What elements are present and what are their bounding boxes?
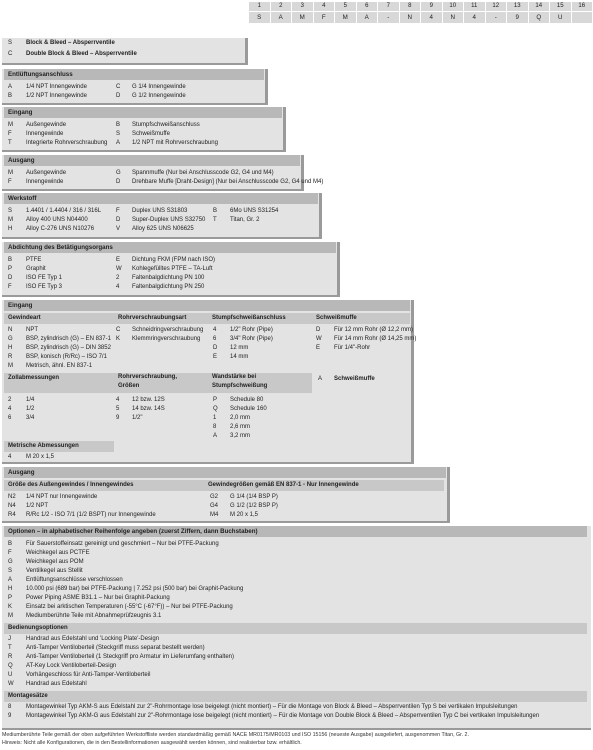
option-code: C (116, 327, 121, 333)
option-code: 1 (213, 415, 217, 421)
option-code: H (8, 226, 13, 232)
option-code: A (8, 84, 13, 90)
option-label: Außengewinde (26, 170, 67, 176)
option-code: P (213, 397, 218, 403)
option-code: W (316, 336, 322, 342)
option-code: D (8, 275, 13, 281)
option-code: S (8, 208, 13, 214)
option-code: R (8, 354, 13, 360)
option-label: 2,6 mm (230, 424, 251, 430)
option-label: Mediumberührte Teile mit Abnahmeprüfzeugnis 3.1 (26, 613, 162, 619)
section-divider (265, 69, 268, 105)
option-label: Graphit (26, 266, 46, 272)
option-code: W (8, 681, 14, 687)
option-label: Für 12 mm Rohr (Ø 12,2 mm) (334, 327, 414, 333)
option-code: 9 (8, 713, 12, 719)
option-label: Montagewinkel Typ AKM-S aus Edelstahl zur 2"-Rohrmontage lose beigelegt (nicht montiert) – Für die Montage von Block & Bleed – Absperrventilen Typ S bei vertikalen Impulsleitungen (26, 704, 518, 710)
option-code: D (316, 327, 321, 333)
option-label: G 1/2 Innengewinde (132, 93, 186, 99)
option-label: Schneidringverschraubung (132, 327, 204, 333)
option-label: Für 1/4"-Rohr (334, 345, 371, 351)
order-code-position (399, 2, 421, 24)
option-label: 12 mm (230, 345, 249, 351)
option-label: 6Mo UNS S31254 (230, 208, 279, 214)
option-label: Super-Duplex UNS S32750 (132, 217, 206, 223)
option-code: 4 (116, 397, 120, 403)
order-code-position (549, 2, 571, 24)
section-valve-type (2, 38, 248, 65)
position-number: 10 (443, 2, 464, 11)
option-code: C (116, 84, 121, 90)
section-divider (447, 467, 450, 523)
option-label: 1/4 NPT nur Innengewinde (26, 494, 98, 500)
option-code: N2 (8, 494, 16, 500)
option-label: Weichkegel aus POM (26, 559, 84, 565)
option-label: Block & Bleed – Absperrventile (26, 40, 115, 46)
option-label: Handrad aus Edelstahl (26, 681, 87, 687)
option-label: Vorhängeschloss für Anti-Tamper-Ventiloberteil (26, 672, 151, 678)
order-code-position (463, 2, 485, 24)
option-label: BSP, konisch (R/Rc) – ISO 7/1 (26, 354, 107, 360)
option-code: 9 (116, 415, 120, 421)
subheader-en837-sizes: Gewindegrößen gemäß EN 837-1 - Nur Innengewinde (204, 480, 444, 491)
position-number: 7 (378, 2, 399, 11)
subheader-thread-type: Gewindeart (4, 313, 114, 324)
option-code: M (8, 170, 13, 176)
option-label: Schweißmuffe (132, 131, 170, 137)
subheader-line: Stumpfschweißung (212, 383, 268, 389)
option-label: M 20 x 1,5 (26, 454, 55, 460)
option-code: A (8, 577, 13, 583)
position-code (572, 12, 593, 23)
position-code: N (443, 12, 464, 23)
option-label: Weichkegel aus PCTFE (26, 550, 90, 556)
option-code: M4 (210, 512, 219, 518)
option-code: 4 (116, 284, 120, 290)
section-sealing (2, 242, 340, 297)
option-code: B (8, 93, 13, 99)
option-label: 1/4 NPT Innengewinde (26, 84, 87, 90)
option-label: AT-Key Lock Ventiloberteil-Design (26, 663, 117, 669)
option-code: N (8, 327, 13, 333)
order-code-grid (248, 2, 592, 24)
section-divider (2, 462, 414, 464)
option-code: K (8, 604, 13, 610)
order-code-position (270, 2, 292, 24)
option-label: Klemmringverschraubung (132, 336, 201, 342)
option-code: G (116, 170, 121, 176)
option-label: Innengewinde (26, 179, 64, 185)
option-label: 10.000 psi (689 bar) bei PTFE-Packung | 7.252 psi (500 bar) bei Graphit-Packung (26, 586, 244, 592)
section-title: Abdichtung des Betätigungsorgans (4, 242, 336, 253)
option-code: 6 (213, 336, 217, 342)
option-label: Schedule 80 (230, 397, 264, 403)
option-code: S (116, 131, 121, 137)
subheader-socket-weld: Schweißmuffe (312, 313, 410, 324)
position-number: 9 (421, 2, 442, 11)
option-label: Dichtung FKM (FPM nach ISO) (132, 257, 216, 263)
option-code: F (8, 179, 12, 185)
option-label: Double Block & Bleed – Absperrventile (26, 51, 137, 57)
subheader-line: Wandstärke bei (212, 374, 257, 380)
position-code: F (314, 12, 335, 23)
option-code: S (8, 568, 13, 574)
option-code: V (116, 226, 121, 232)
option-code: M (8, 613, 13, 619)
option-label: Titan, Gr. 2 (230, 217, 260, 223)
subheader-metric: Metrische Abmessungen (4, 441, 114, 452)
section-divider (2, 189, 304, 191)
option-label: Stumpfschweißanschluss (132, 122, 200, 128)
position-number: 2 (271, 2, 292, 11)
position-code: 9 (507, 12, 528, 23)
subheader-tube-sizes (114, 373, 208, 393)
section-title: Eingang (4, 300, 410, 311)
option-code: Q (213, 406, 218, 412)
option-label: Außengewinde (26, 122, 67, 128)
order-code-position (571, 2, 593, 24)
section-divider (2, 728, 591, 730)
section-inlet (2, 107, 286, 152)
subheader-operating-options: Bedienungsoptionen (4, 623, 587, 634)
option-code: 5 (116, 406, 120, 412)
position-number: 14 (529, 2, 550, 11)
option-code: G (8, 336, 13, 342)
position-code: - (486, 12, 507, 23)
option-label: G 1/2 (1/2 BSP P) (230, 503, 278, 509)
option-code: 4 (213, 327, 217, 333)
order-code-position (377, 2, 399, 24)
section-material (2, 193, 322, 239)
position-number: 5 (335, 2, 356, 11)
option-code: M (8, 122, 13, 128)
footnote (2, 731, 592, 747)
section-inlet-connection (2, 300, 417, 464)
option-label: Einsatz bei arktischen Temperaturen (-55°C (-67°F)) – Nur bei PTFE-Packung (26, 604, 233, 610)
option-label: PTFE (26, 257, 42, 263)
option-label: 14 bzw. 14S (132, 406, 165, 412)
position-code: M (292, 12, 313, 23)
option-label: Drehbare Muffe [Draht-Design] (Nur bei Anschlusscode G2, G4 und M4) (132, 179, 324, 185)
order-code-position (485, 2, 507, 24)
section-vent (2, 69, 268, 105)
section-divider (245, 38, 248, 65)
option-code: E (316, 345, 321, 351)
position-number: 15 (550, 2, 571, 11)
option-label: Entlüftungsanschlüsse verschlossen (26, 577, 123, 583)
order-code-position (313, 2, 335, 24)
section-title: Eingang (4, 107, 282, 118)
option-label: 3,2 mm (230, 433, 251, 439)
subheader-inch-sizes: Zollabmessungen (4, 373, 114, 393)
order-code-position (248, 2, 270, 24)
option-code: A (213, 433, 218, 439)
option-code: A (116, 140, 121, 146)
option-label: R/Rc 1/2 - ISO 7/1 (1/2 BSPT) nur Innengewinde (26, 512, 156, 518)
option-code: 2 (8, 397, 12, 403)
option-label: Anti-Tamper Ventiloberteil (1 Steckgriff pro Armatur im Lieferumfang enthalten) (26, 654, 234, 660)
option-code: T (8, 140, 12, 146)
order-code-position (420, 2, 442, 24)
option-code: D (213, 345, 218, 351)
option-code: D (116, 217, 121, 223)
section-divider (411, 300, 414, 464)
section-outlet-connection (2, 467, 450, 523)
option-code: 2 (116, 275, 120, 281)
section-divider (2, 63, 248, 65)
option-code: T (8, 645, 12, 651)
option-label: Alloy 400 UNS N04400 (26, 217, 88, 223)
option-code: M (8, 363, 13, 369)
option-label: Anti-Tamper Ventiloberteil (Steckgriff muss separat bestellt werden) (26, 645, 205, 651)
option-label: 1/4 (26, 397, 35, 403)
option-row (4, 83, 264, 92)
order-code-position (506, 2, 528, 24)
option-label: Faltenbalgdichtung PN 250 (132, 284, 205, 290)
option-label: Handrad aus Edelstahl und 'Locking Plate'-Design (26, 636, 160, 642)
section-divider (2, 103, 268, 105)
section-divider (2, 237, 322, 239)
option-label: Für Sauerstoffeinsatz gereinigt und geschmiert – Nur bei PTFE-Packung (26, 541, 219, 547)
position-code: A (271, 12, 292, 23)
subheader-butt-weld: Stumpfschweißanschluss (208, 313, 312, 324)
option-label: Spannmuffe (Nur bei Anschlusscode G2, G4 und M4) (132, 170, 274, 176)
option-label: BSP, zylindrisch (G) – EN 837-1 (26, 336, 111, 342)
option-label: 1/2" Rohr (Pipe) (230, 327, 273, 333)
subheader-line: Größen (118, 383, 140, 389)
footnote-nace: Mediumberührte Teile gemäß der oben aufgeführten Werkstoffliste werden standardmäßig gemäß NACE MR0175/MR0103 und ISO 15156 (neueste Ausgabe) ausgeliefert, ausgenommen Titan, Gr. 2. (2, 732, 469, 738)
option-code: B (213, 208, 218, 214)
option-code: G2 (210, 494, 219, 500)
socket-weld-label: Schweißmuffe (334, 376, 375, 382)
option-label: Duplex UNS S31803 (132, 208, 188, 214)
section-options (2, 526, 591, 730)
option-label: 1/2 (26, 406, 35, 412)
position-number: 11 (464, 2, 485, 11)
option-code: C (8, 51, 13, 57)
option-label: Für 14 mm Rohr (Ø 14,25 mm) (334, 336, 417, 342)
section-divider (337, 242, 340, 297)
option-code: Q (8, 663, 13, 669)
section-outlet (2, 155, 324, 191)
position-number: 6 (357, 2, 378, 11)
section-divider (2, 295, 340, 297)
option-code: 6 (8, 415, 12, 421)
option-code: M (8, 217, 13, 223)
option-label: 12 bzw. 12S (132, 397, 165, 403)
option-code: B (8, 257, 13, 263)
option-code: H (8, 345, 13, 351)
position-number: 13 (507, 2, 528, 11)
option-label: NPT (26, 327, 38, 333)
option-code: 8 (8, 704, 12, 710)
order-code-position (528, 2, 550, 24)
order-code-position (442, 2, 464, 24)
option-label: Kohlegefülltes PTFE – TA-Luft (132, 266, 213, 272)
option-code: B (8, 541, 13, 547)
option-code: B (116, 122, 121, 128)
option-label: BSP, zylindrisch (G) – DIN 3852 (26, 345, 111, 351)
position-number: 4 (314, 2, 335, 11)
option-code: W (116, 266, 122, 272)
section-divider (283, 107, 286, 152)
option-label: Ventilkegel aus Stellit (26, 568, 83, 574)
option-label: G 1/4 Innengewinde (132, 84, 186, 90)
position-code: M (335, 12, 356, 23)
option-code: R4 (8, 512, 16, 518)
option-label: Montagewinkel Typ AKM-G aus Edelstahl zur 2"-Rohrmontage lose beigelegt (nicht montiert) – Für die Montage von Double Block & Bleed – Absperrventilen Typ C bei vertikalen Impulsleitungen (26, 713, 540, 719)
option-code: S (8, 40, 13, 46)
subheader-wall-thickness (208, 373, 312, 393)
option-label: ISO FE Typ 3 (26, 284, 62, 290)
position-number: 3 (292, 2, 313, 11)
option-code: D (116, 179, 121, 185)
order-code-position (356, 2, 378, 24)
option-code: U (8, 672, 13, 678)
option-code: R (8, 654, 13, 660)
option-code: D (116, 93, 121, 99)
section-divider (2, 521, 450, 523)
option-code: J (8, 636, 11, 642)
option-row (4, 39, 244, 48)
position-code: - (378, 12, 399, 23)
section-title: Ausgang (4, 467, 446, 478)
option-label: 1/2 NPT Innengewinde (26, 93, 87, 99)
subheader-line: Rohrverschraubung, (118, 374, 178, 380)
option-label: ISO FE Typ 1 (26, 275, 62, 281)
option-label: 2,0 mm (230, 415, 251, 421)
option-label: 3/4 (26, 415, 35, 421)
position-number: 1 (249, 2, 270, 11)
option-code: T (213, 217, 217, 223)
option-label: 14 mm (230, 354, 249, 360)
option-label: Faltenbalgdichtung PN 100 (132, 275, 205, 281)
position-number: 16 (572, 2, 593, 11)
option-code: P (8, 595, 13, 601)
option-code: K (116, 336, 121, 342)
subheader-thread-size: Größe des Außengewindes / Innengewindes (4, 480, 204, 491)
subheader-mounting-kits: Montagesätze (4, 691, 587, 702)
option-label: Metrisch, ähnl. EN 837-1 (26, 363, 93, 369)
option-label: 1/2" (132, 415, 143, 421)
position-code: N (400, 12, 421, 23)
section-title: Ausgang (4, 155, 300, 166)
option-code: E (213, 354, 218, 360)
position-code: 4 (421, 12, 442, 23)
option-row (4, 92, 264, 101)
option-code: N4 (8, 503, 16, 509)
section-title: Optionen – in alphabetischer Reihenfolge angeben (zuerst Ziffern, dann Buchstaben) (4, 526, 587, 537)
option-label: 1.4401 / 1.4404 / 316 / 316L (26, 208, 102, 214)
option-code: P (8, 266, 13, 272)
option-code: 4 (8, 454, 12, 460)
option-code: 4 (8, 406, 12, 412)
option-code: F (8, 131, 12, 137)
section-divider (319, 193, 322, 239)
position-number: 12 (486, 2, 507, 11)
option-label: G 1/4 (1/4 BSP P) (230, 494, 278, 500)
socket-weld-code: A (318, 376, 323, 382)
option-label: Power Piping ASME B31.1 – Nur bei Graphit-Packung (26, 595, 170, 601)
option-code: 8 (213, 424, 217, 430)
option-code: F (8, 550, 12, 556)
footnote-hint: Hinweis: Nicht alle Konfigurationen, die in den Bestellinformationen ausgewählt werden können, sind realisierbar bzw. erhältlich. (2, 740, 302, 746)
section-title: Werkstoff (4, 193, 318, 204)
option-code: G (8, 559, 13, 565)
option-label: M 20 x 1,5 (230, 512, 259, 518)
option-label: Integrierte Rohrverschraubung (26, 140, 108, 146)
option-code: H (8, 586, 13, 592)
option-code: F (116, 208, 120, 214)
option-row (4, 50, 244, 59)
section-title: Entlüftungsanschluss (4, 69, 264, 80)
option-label: 3/4" Rohr (Pipe) (230, 336, 273, 342)
order-code-position (334, 2, 356, 24)
position-code: 4 (464, 12, 485, 23)
option-label: Alloy C-276 UNS N10276 (26, 226, 95, 232)
option-code: G4 (210, 503, 219, 509)
option-code: F (8, 284, 12, 290)
section-divider (2, 150, 286, 152)
option-code: E (116, 257, 121, 263)
position-code: Q (529, 12, 550, 23)
subheader-tube-fitting: Rohrverschraubungsart (114, 313, 208, 324)
option-label: Innengewinde (26, 131, 64, 137)
order-code-position (291, 2, 313, 24)
option-label: 1/2 NPT (26, 503, 49, 509)
position-code: S (249, 12, 270, 23)
option-label: Alloy 625 UNS N06625 (132, 226, 194, 232)
position-code: A (357, 12, 378, 23)
option-label: Schedule 160 (230, 406, 267, 412)
position-code: U (550, 12, 571, 23)
position-number: 8 (400, 2, 421, 11)
option-label: 1/2 NPT mit Rohrverschraubung (132, 140, 218, 146)
